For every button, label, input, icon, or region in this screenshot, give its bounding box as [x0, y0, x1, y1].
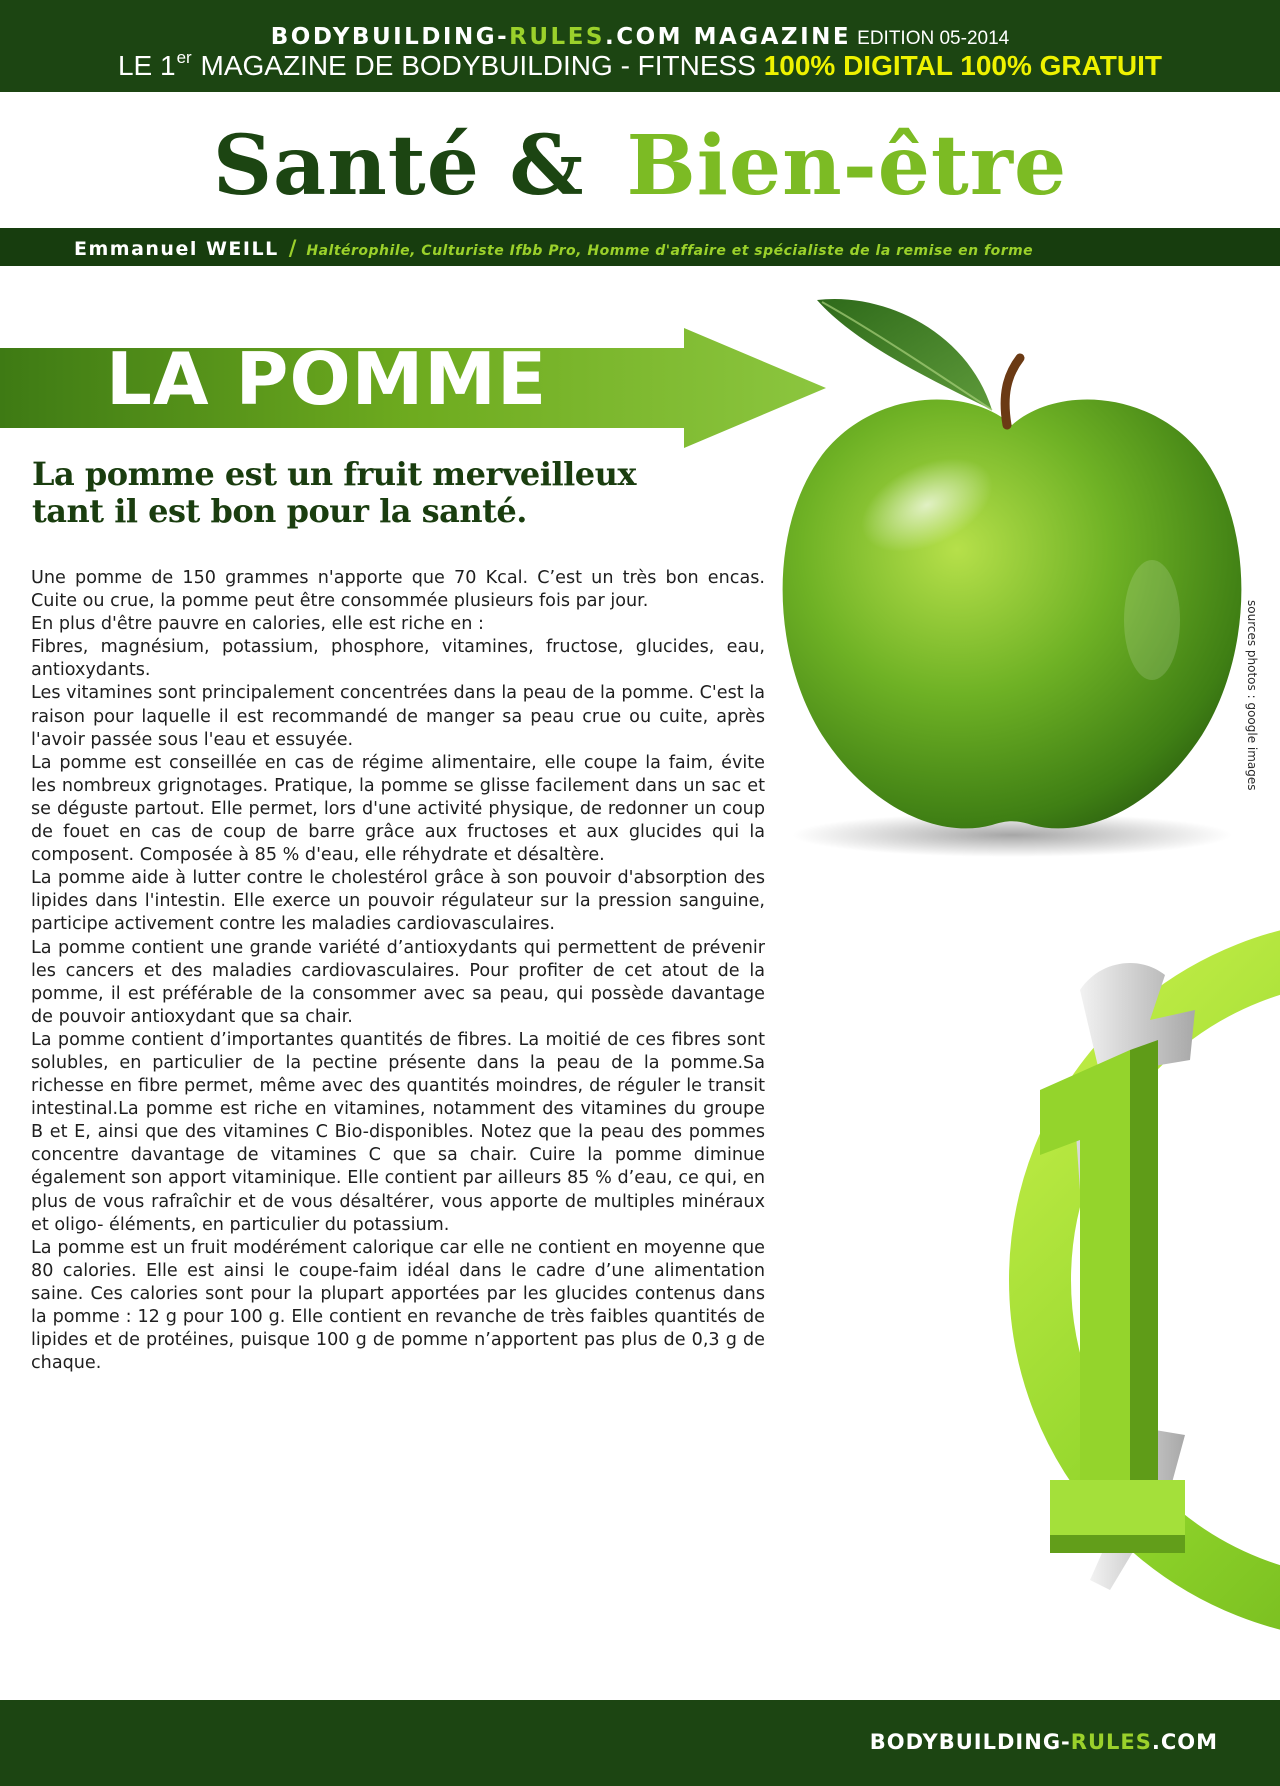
footer-site-name — [870, 1730, 1218, 1754]
subtitle-line-1: La pomme est un fruit merveilleux — [32, 455, 636, 493]
subtitle-line-2: tant il est bon pour la santé. — [32, 492, 527, 530]
paragraph: La pomme contient une grande variété d’antioxydants qui permettent de prévenir les cancers et des maladies cardiovasculaires. Pour profiter de cet atout de la pomme, il est préférable de la consommer avec sa peau, qui possède davantage de pouvoir antioxydant que sa chair. — [31, 937, 765, 1027]
edition-label: EDITION 05-2014 — [857, 28, 1010, 49]
magazine-tagline — [0, 50, 1280, 82]
tagline-superscript: er — [176, 48, 192, 67]
author-description: Haltérophile, Culturiste Ifbb Pro, Homme d'affaire et spécialiste de la remise en forme — [306, 243, 1034, 259]
green-apple-image — [762, 290, 1262, 860]
footer-site-suffix: .COM — [1151, 1730, 1218, 1754]
magazine-header — [0, 0, 1280, 92]
paragraph: La pomme est conseillée en cas de régime alimentaire, elle coupe la faim, évite les nombreux grignotages. Pratique, la pomme se glisse facilement dans un sac et se déguste partout. Elle permet, lors d'une activité physique, de redonner un coup de fouet en cas de coup de barre grâce aux fructoses et aux glucides qui la composent. Composée à 85 % d'eau, elle réhydrate et désaltère. — [31, 752, 765, 866]
footer-site-accent: RULES — [1070, 1730, 1152, 1754]
paragraph: La pomme contient d’importantes quantités de fibres. La moitié de ces fibres sont solubles, en particulier de la pectine présente dans la peau de la pomme.Sa richesse en fibre permet, même avec des quantités moindres, de réguler le transit intestinal.La pomme est riche en vitamines, notamment des vitamines du groupe B et E, ainsi que des vitamines C Bio-disponibles. Notez que la peau des pommes concentre davantage de vitamines C que sa chair. Cuire la pomme diminue également son apport vitaminique. Elle contient par ailleurs 85 % d’eau, ce qui, en plus de vous rafraîchir et de vous désaltérer, vous apporte de multiples minéraux et oligo- éléments, en particulier du potassium. — [31, 1029, 765, 1235]
author-name: Emmanuel WEILL — [74, 238, 279, 260]
tagline-highlight: 100% DIGITAL 100% GRATUIT — [763, 50, 1163, 81]
author-credit — [74, 236, 1033, 260]
brand-accent: RULES — [509, 24, 605, 50]
photo-credit: sources photos : google images — [1245, 600, 1259, 791]
article-title: LA POMME — [106, 337, 548, 421]
magazine-brand — [0, 24, 1280, 50]
article-body — [31, 567, 765, 1375]
article-subtitle — [32, 456, 832, 530]
tagline-prefix: LE 1 — [117, 50, 176, 81]
brand-suffix: .COM MAGAZINE — [605, 24, 852, 50]
brand-main: BODYBUILDING- — [270, 24, 510, 50]
paragraph: La pomme aide à lutter contre le cholestérol grâce à son pouvoir d'absorption des lipides dans l'intestin. Elle exerce un pouvoir régulateur sur la pression sanguine, participe activement contre les maladies cardiovasculaires. — [31, 868, 765, 935]
footer-site-main: BODYBUILDING- — [869, 1730, 1071, 1754]
paragraph: Une pomme de 150 grammes n'apporte que 70 Kcal. C’est un très bon encas. Cuite ou crue, la pomme peut être consommée plusieurs fois par jour. — [31, 568, 765, 612]
paragraph: En plus d'être pauvre en calories, elle est riche en : — [31, 614, 484, 635]
paragraph: Les vitamines sont principalement concentrées dans la peau de la pomme. C'est la raison pour laquelle il est recommandé de manger sa peau crue ou cuite, après l'avoir passée sous l'eau et essuyée. — [31, 683, 765, 750]
number-one-badge-image — [980, 890, 1280, 1650]
author-bar — [0, 228, 1280, 266]
page-footer — [0, 1700, 1280, 1786]
paragraph: Fibres, magnésium, potassium, phosphore, vitamines, fructose, glucides, eau, antioxydants. — [31, 637, 765, 681]
section-word-bien-etre: Bien-être — [626, 118, 1068, 214]
author-separator: / — [288, 236, 297, 260]
section-title — [0, 118, 1280, 214]
tagline-middle: MAGAZINE DE BODYBUILDING - FITNESS — [192, 50, 764, 81]
section-word-sante: Santé & — [212, 118, 585, 214]
paragraph: La pomme est un fruit modérément calorique car elle ne contient en moyenne que 80 calories. Elle est ainsi le coupe-faim idéal dans le cadre d’une alimentation saine. Ces calories sont pour la plupart apportées par les glucides contenus dans la pomme : 12 g pour 100 g. Elle contient en revanche de très faibles quantités de lipides et de protéines, puisque 100 g de pomme n’apportent pas plus de 0,3 g de chaque. — [31, 1237, 765, 1374]
